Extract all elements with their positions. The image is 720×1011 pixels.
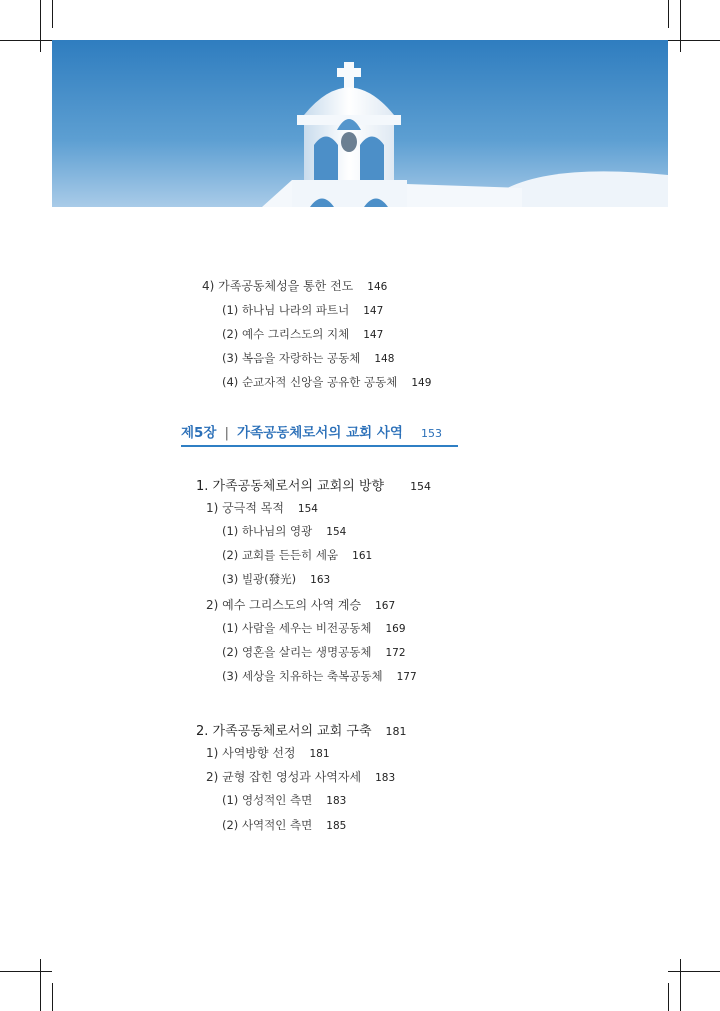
toc-entry: (1) 사람을 세우는 비전공동체 169 (222, 621, 406, 635)
chapter-heading (181, 421, 458, 447)
chapter-title: 가족공동체로서의 교회 사역 (237, 425, 403, 441)
toc-entry: (4) 순교자적 신앙을 공유한 공동체 149 (222, 375, 432, 389)
toc-entry: (1) 영성적인 측면 183 (222, 793, 347, 807)
chapter-page: 153 (420, 427, 442, 440)
toc-entry: (2) 교회를 든든히 세움 161 (222, 548, 373, 562)
toc-entry: (1) 하나님의 영광 154 (222, 524, 347, 538)
toc-entry: 1) 궁극적 목적 154 (206, 501, 318, 515)
toc-entry: 2) 예수 그리스도의 사역 계승 167 (206, 598, 396, 612)
chapter-separator: | (224, 425, 230, 441)
toc-entry: (2) 영혼을 살리는 생명공동체 172 (222, 645, 406, 659)
toc-entry: (2) 사역적인 측면 185 (222, 818, 347, 832)
chapter-number: 제5장 (181, 425, 217, 441)
toc-entry: (2) 예수 그리스도의 지체 147 (222, 327, 384, 341)
toc-entry: (1) 하나님 나라의 파트너 147 (222, 303, 384, 317)
toc-entry: (3) 복음을 자랑하는 공동체 148 (222, 351, 395, 365)
toc-entry: 1) 사역방향 선정 181 (206, 746, 330, 760)
toc-entry: (3) 세상을 치유하는 축복공동체 177 (222, 669, 417, 683)
toc-section: 2. 가족공동체로서의 교회 구축 181 (196, 724, 407, 739)
toc-section: 1. 가족공동체로서의 교회의 방향 154 (196, 479, 432, 494)
toc-entry: (3) 빌광(發光) 163 (222, 572, 331, 586)
toc-entry: 4) 가족공동체성을 통한 전도 146 (202, 279, 388, 293)
toc-entry: 2) 균형 잡힌 영성과 사역자세 183 (206, 770, 396, 784)
